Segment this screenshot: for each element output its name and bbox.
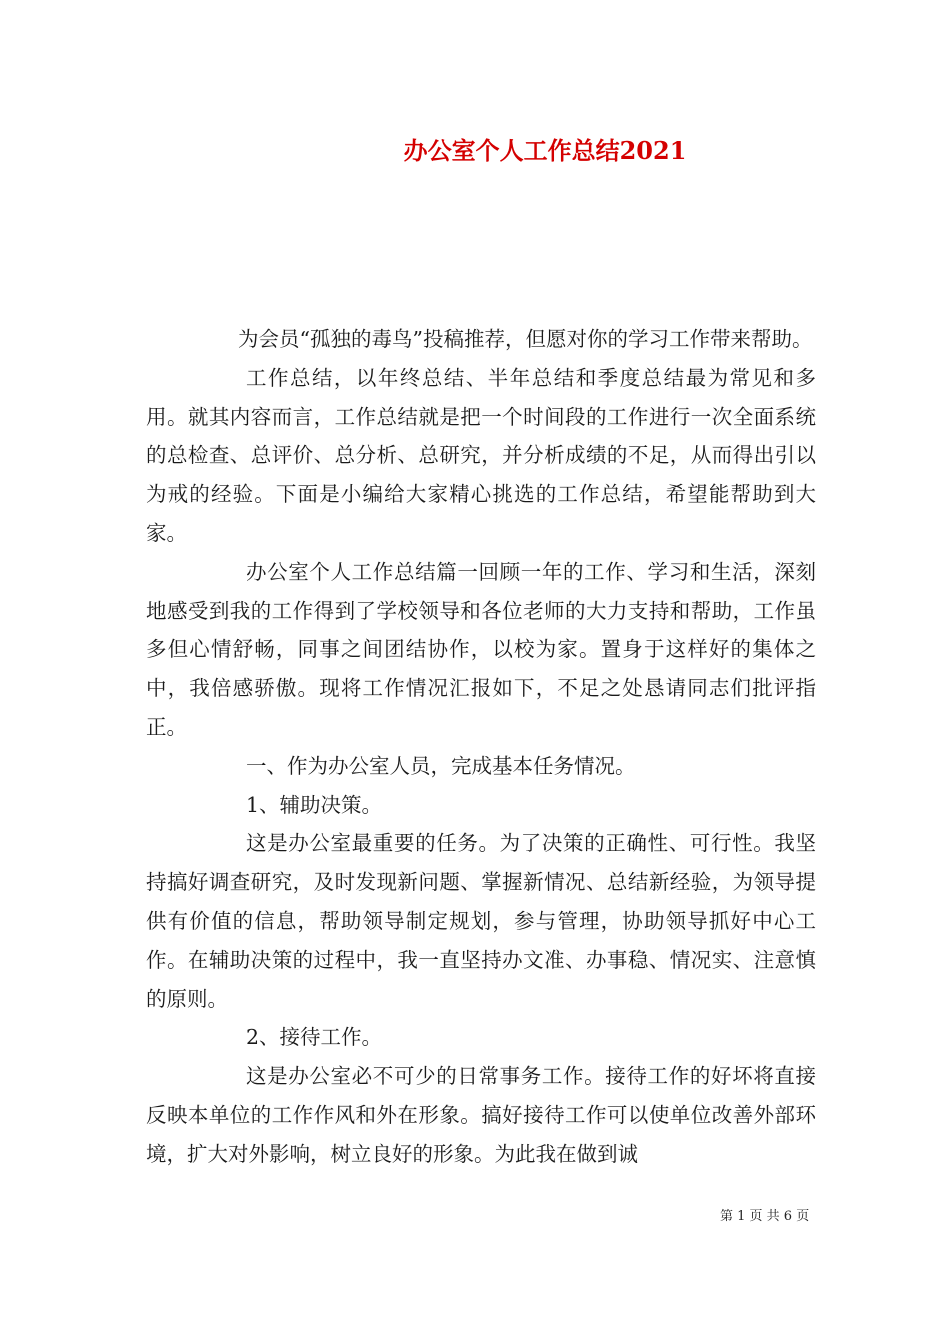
- paragraph-assist-decision: 这是办公室最重要的任务。为了决策的正确性、可行性。我坚持搞好调查研究，及时发现新问题、掌握新情况、总结新经验，为领导提供有价值的信息，帮助领导制定规划，参与管理，协助领导抓好中心工作。在辅助决策的过程中，我一直坚持办文准、办事稳、情况实、注意慎的原则。: [146, 831, 816, 1011]
- page-number-footer: 第 1 页 共 6 页: [720, 1209, 810, 1224]
- paragraph-review: 办公室个人工作总结篇一回顾一年的工作、学习和生活，深刻地感受到我的工作得到了学校领导和各位老师的大力支持和帮助，工作虽多但心情舒畅，同事之间团结协作，以校为家。置身于这样好的集体之中，我倍感骄傲。现将工作情况汇报如下，不足之处恳请同志们批评指正。: [146, 559, 816, 739]
- paragraph-intro: 为会员“孤独的毒鸟”投稿推荐，但愿对你的学习工作带来帮助。: [238, 327, 813, 351]
- subheading-reception: 2、接待工作。: [246, 1025, 383, 1050]
- document-body: [146, 320, 816, 1174]
- document-title: 办公室个人工作总结2021: [403, 136, 687, 165]
- paragraph-summary-definition: 工作总结，以年终总结、半年总结和季度总结最为常见和多用。就其内容而言，工作总结就是把一个时间段的工作进行一次全面系统的总检查、总评价、总分析、总研究，并分析成绩的不足，从而得出引以为戒的经验。下面是小编给大家精心挑选的工作总结，希望能帮助到大家。: [146, 365, 816, 545]
- subheading-assist-decision: 1、辅助决策。: [246, 792, 383, 817]
- section-heading-basic-tasks: 一、作为办公室人员，完成基本任务情况。: [246, 753, 636, 778]
- paragraph-reception: 这是办公室必不可少的日常事务工作。接待工作的好坏将直接反映本单位的工作作风和外在形象。搞好接待工作可以使单位改善外部环境，扩大对外影响，树立良好的形象。为此我在做到诚: [146, 1064, 816, 1166]
